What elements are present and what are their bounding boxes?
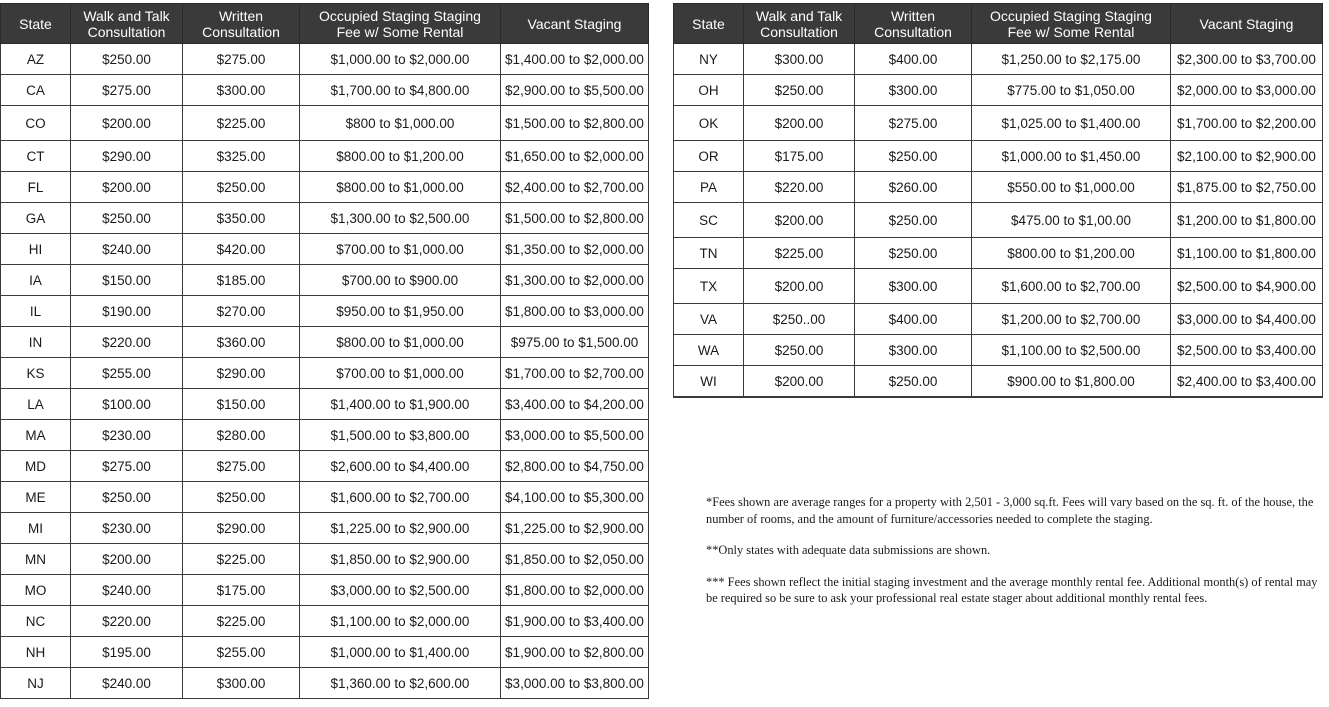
occupied-staging-cell: $1,225.00 to $2,900.00: [300, 513, 501, 544]
written-fee-cell: $400.00: [855, 304, 972, 335]
vacant-staging-cell: $1,300.00 to $2,000.00: [501, 265, 649, 296]
vacant-staging-cell: $1,900.00 to $2,800.00: [501, 637, 649, 668]
table-row: [674, 141, 1323, 172]
header-occupied: [972, 4, 1171, 44]
header-vacant: Vacant Staging: [501, 4, 649, 44]
written-fee-cell: $275.00: [855, 106, 972, 141]
vacant-staging-cell: $1,350.00 to $2,000.00: [501, 234, 649, 265]
written-fee-cell: $400.00: [855, 44, 972, 75]
state-cell: IN: [1, 327, 71, 358]
written-fee-cell: $290.00: [183, 358, 300, 389]
header-occupied-text: Occupied Staging Staging Fee w/ Some Rental: [319, 7, 481, 40]
header-vacant: Vacant Staging: [1171, 4, 1323, 44]
walk-talk-fee-cell: $175.00: [744, 141, 855, 172]
left-fee-table: [0, 3, 649, 699]
header-walk-talk-text: Walk and Talk Consultation: [755, 7, 843, 40]
walk-talk-fee-cell: $240.00: [71, 234, 183, 265]
table-row: [1, 234, 649, 265]
vacant-staging-cell: $1,100.00 to $1,800.00: [1171, 238, 1323, 269]
vacant-staging-cell: $1,700.00 to $2,200.00: [1171, 106, 1323, 141]
occupied-staging-cell: $1,360.00 to $2,600.00: [300, 668, 501, 699]
table-row: [674, 304, 1323, 335]
table-row: [674, 203, 1323, 238]
state-cell: MO: [1, 575, 71, 606]
table-row: [1, 106, 649, 141]
walk-talk-fee-cell: $275.00: [71, 451, 183, 482]
vacant-staging-cell: $4,100.00 to $5,300.00: [501, 482, 649, 513]
header-written-text: Written Consultation: [202, 7, 280, 40]
table-row: [674, 238, 1323, 269]
table-row: [1, 544, 649, 575]
occupied-staging-cell: $1,500.00 to $3,800.00: [300, 420, 501, 451]
occupied-staging-cell: $775.00 to $1,050.00: [972, 75, 1171, 106]
vacant-staging-cell: $1,875.00 to $2,750.00: [1171, 172, 1323, 203]
table-row: [1, 420, 649, 451]
table-row: [674, 335, 1323, 366]
vacant-staging-cell: $1,400.00 to $2,000.00: [501, 44, 649, 75]
state-cell: NC: [1, 606, 71, 637]
walk-talk-fee-cell: $275.00: [71, 75, 183, 106]
walk-talk-fee-cell: $250..00: [744, 304, 855, 335]
state-cell: OH: [674, 75, 744, 106]
vacant-staging-cell: $2,800.00 to $4,750.00: [501, 451, 649, 482]
header-row: [674, 4, 1323, 44]
written-fee-cell: $250.00: [855, 203, 972, 238]
state-cell: IA: [1, 265, 71, 296]
occupied-staging-cell: $1,700.00 to $4,800.00: [300, 75, 501, 106]
walk-talk-fee-cell: $240.00: [71, 668, 183, 699]
walk-talk-fee-cell: $290.00: [71, 141, 183, 172]
vacant-staging-cell: $1,200.00 to $1,800.00: [1171, 203, 1323, 238]
occupied-staging-cell: $800.00 to $1,200.00: [300, 141, 501, 172]
walk-talk-fee-cell: $225.00: [744, 238, 855, 269]
written-fee-cell: $150.00: [183, 389, 300, 420]
table-row: [1, 358, 649, 389]
written-fee-cell: $300.00: [855, 335, 972, 366]
table-row: [674, 44, 1323, 75]
occupied-staging-cell: $1,250.00 to $2,175.00: [972, 44, 1171, 75]
vacant-staging-cell: $1,500.00 to $2,800.00: [501, 106, 649, 141]
header-state: State: [1, 4, 71, 44]
written-fee-cell: $420.00: [183, 234, 300, 265]
written-fee-cell: $280.00: [183, 420, 300, 451]
state-cell: GA: [1, 203, 71, 234]
state-cell: KS: [1, 358, 71, 389]
table-row: [1, 44, 649, 75]
written-fee-cell: $250.00: [855, 366, 972, 398]
walk-talk-fee-cell: $255.00: [71, 358, 183, 389]
vacant-staging-cell: $3,400.00 to $4,200.00: [501, 389, 649, 420]
table-row: [1, 296, 649, 327]
written-fee-cell: $300.00: [183, 668, 300, 699]
table-row: [1, 75, 649, 106]
written-fee-cell: $175.00: [183, 575, 300, 606]
walk-talk-fee-cell: $200.00: [71, 544, 183, 575]
vacant-staging-cell: $1,850.00 to $2,050.00: [501, 544, 649, 575]
vacant-staging-cell: $1,800.00 to $3,000.00: [501, 296, 649, 327]
occupied-staging-cell: $1,400.00 to $1,900.00: [300, 389, 501, 420]
walk-talk-fee-cell: $300.00: [744, 44, 855, 75]
occupied-staging-cell: $1,200.00 to $2,700.00: [972, 304, 1171, 335]
walk-talk-fee-cell: $220.00: [71, 327, 183, 358]
vacant-staging-cell: $2,400.00 to $2,700.00: [501, 172, 649, 203]
occupied-staging-cell: $700.00 to $900.00: [300, 265, 501, 296]
vacant-staging-cell: $2,100.00 to $2,900.00: [1171, 141, 1323, 172]
table-row: [1, 172, 649, 203]
vacant-staging-cell: $1,900.00 to $3,400.00: [501, 606, 649, 637]
vacant-staging-cell: $2,500.00 to $4,900.00: [1171, 269, 1323, 304]
header-walk-talk: [71, 4, 183, 44]
walk-talk-fee-cell: $250.00: [744, 75, 855, 106]
walk-talk-fee-cell: $250.00: [744, 335, 855, 366]
state-cell: OR: [674, 141, 744, 172]
walk-talk-fee-cell: $195.00: [71, 637, 183, 668]
written-fee-cell: $275.00: [183, 44, 300, 75]
header-occupied-text: Occupied Staging Staging Fee w/ Some Rental: [990, 7, 1152, 40]
occupied-staging-cell: $475.00 to $1,00.00: [972, 203, 1171, 238]
state-cell: WI: [674, 366, 744, 398]
state-cell: MD: [1, 451, 71, 482]
vacant-staging-cell: $1,700.00 to $2,700.00: [501, 358, 649, 389]
footnote-average-ranges: *Fees shown are average ranges for a property with 2,501 - 3,000 sq.ft. Fees will vary based on the sq. ft. of the house, the number of rooms, and the amount of furniture/accessories needed to complete the staging.: [706, 495, 1314, 526]
occupied-staging-cell: $1,000.00 to $1,450.00: [972, 141, 1171, 172]
state-cell: TX: [674, 269, 744, 304]
vacant-staging-cell: $2,300.00 to $3,700.00: [1171, 44, 1323, 75]
header-walk-talk: [744, 4, 855, 44]
walk-talk-fee-cell: $220.00: [71, 606, 183, 637]
written-fee-cell: $225.00: [183, 606, 300, 637]
vacant-staging-cell: $3,000.00 to $5,500.00: [501, 420, 649, 451]
written-fee-cell: $255.00: [183, 637, 300, 668]
state-cell: MA: [1, 420, 71, 451]
table-row: [674, 269, 1323, 304]
table-row: [1, 513, 649, 544]
table-row: [674, 75, 1323, 106]
written-fee-cell: $300.00: [855, 269, 972, 304]
table-row: [674, 366, 1323, 398]
vacant-staging-cell: $2,000.00 to $3,000.00: [1171, 75, 1323, 106]
table-row: [1, 265, 649, 296]
occupied-staging-cell: $950.00 to $1,950.00: [300, 296, 501, 327]
written-fee-cell: $300.00: [183, 75, 300, 106]
table-row: [674, 172, 1323, 203]
state-cell: HI: [1, 234, 71, 265]
state-cell: NH: [1, 637, 71, 668]
occupied-staging-cell: $1,000.00 to $1,400.00: [300, 637, 501, 668]
occupied-staging-cell: $1,100.00 to $2,000.00: [300, 606, 501, 637]
footnotes: [706, 494, 1326, 622]
occupied-staging-cell: $800.00 to $1,000.00: [300, 172, 501, 203]
walk-talk-fee-cell: $100.00: [71, 389, 183, 420]
footnote-rental-fee: *** Fees shown reflect the initial staging investment and the average monthly rental fee. Additional month(s) of rental may be required so be sure to ask your professional real estate stager about additional monthly rental fees.: [706, 574, 1318, 605]
right-fee-table: [673, 3, 1323, 398]
written-fee-cell: $290.00: [183, 513, 300, 544]
walk-talk-fee-cell: $250.00: [71, 482, 183, 513]
occupied-staging-cell: $2,600.00 to $4,400.00: [300, 451, 501, 482]
walk-talk-fee-cell: $240.00: [71, 575, 183, 606]
state-cell: IL: [1, 296, 71, 327]
header-state: State: [674, 4, 744, 44]
written-fee-cell: $270.00: [183, 296, 300, 327]
occupied-staging-cell: $3,000.00 to $2,500.00: [300, 575, 501, 606]
vacant-staging-cell: $975.00 to $1,500.00: [501, 327, 649, 358]
table-row: [1, 668, 649, 699]
header-walk-talk-text: Walk and Talk Consultation: [83, 7, 170, 40]
occupied-staging-cell: $550.00 to $1,000.00: [972, 172, 1171, 203]
occupied-staging-cell: $700.00 to $1,000.00: [300, 358, 501, 389]
state-cell: FL: [1, 172, 71, 203]
table-row: [1, 606, 649, 637]
walk-talk-fee-cell: $200.00: [744, 366, 855, 398]
vacant-staging-cell: $3,000.00 to $4,400.00: [1171, 304, 1323, 335]
table-row: [1, 575, 649, 606]
state-cell: LA: [1, 389, 71, 420]
written-fee-cell: $185.00: [183, 265, 300, 296]
header-written-text: Written Consultation: [874, 7, 952, 40]
written-fee-cell: $250.00: [183, 482, 300, 513]
table-row: [1, 203, 649, 234]
state-cell: TN: [674, 238, 744, 269]
state-cell: NJ: [1, 668, 71, 699]
walk-talk-fee-cell: $200.00: [744, 269, 855, 304]
written-fee-cell: $225.00: [183, 106, 300, 141]
vacant-staging-cell: $2,400.00 to $3,400.00: [1171, 366, 1323, 398]
occupied-staging-cell: $1,100.00 to $2,500.00: [972, 335, 1171, 366]
state-cell: CO: [1, 106, 71, 141]
walk-talk-fee-cell: $190.00: [71, 296, 183, 327]
written-fee-cell: $260.00: [855, 172, 972, 203]
walk-talk-fee-cell: $200.00: [744, 203, 855, 238]
table-row: [1, 451, 649, 482]
state-cell: AZ: [1, 44, 71, 75]
state-cell: CT: [1, 141, 71, 172]
state-cell: CA: [1, 75, 71, 106]
occupied-staging-cell: $900.00 to $1,800.00: [972, 366, 1171, 398]
vacant-staging-cell: $1,500.00 to $2,800.00: [501, 203, 649, 234]
state-cell: VA: [674, 304, 744, 335]
written-fee-cell: $275.00: [183, 451, 300, 482]
walk-talk-fee-cell: $200.00: [71, 172, 183, 203]
walk-talk-fee-cell: $250.00: [71, 44, 183, 75]
walk-talk-fee-cell: $250.00: [71, 203, 183, 234]
written-fee-cell: $360.00: [183, 327, 300, 358]
state-cell: MN: [1, 544, 71, 575]
table-row: [1, 637, 649, 668]
table-row: [1, 141, 649, 172]
table-row: [674, 106, 1323, 141]
occupied-staging-cell: $800.00 to $1,200.00: [972, 238, 1171, 269]
written-fee-cell: $300.00: [855, 75, 972, 106]
occupied-staging-cell: $800.00 to $1,000.00: [300, 327, 501, 358]
table-row: [1, 389, 649, 420]
state-cell: MI: [1, 513, 71, 544]
vacant-staging-cell: $1,225.00 to $2,900.00: [501, 513, 649, 544]
written-fee-cell: $250.00: [183, 172, 300, 203]
written-fee-cell: $325.00: [183, 141, 300, 172]
written-fee-cell: $225.00: [183, 544, 300, 575]
state-cell: NY: [674, 44, 744, 75]
occupied-staging-cell: $1,000.00 to $2,000.00: [300, 44, 501, 75]
header-occupied: [300, 4, 501, 44]
vacant-staging-cell: $1,800.00 to $2,000.00: [501, 575, 649, 606]
occupied-staging-cell: $800 to $1,000.00: [300, 106, 501, 141]
occupied-staging-cell: $1,300.00 to $2,500.00: [300, 203, 501, 234]
footnote-data-submissions: **Only states with adequate data submissions are shown.: [706, 543, 991, 557]
table-row: [1, 327, 649, 358]
occupied-staging-cell: $1,025.00 to $1,400.00: [972, 106, 1171, 141]
written-fee-cell: $350.00: [183, 203, 300, 234]
walk-talk-fee-cell: $220.00: [744, 172, 855, 203]
state-cell: PA: [674, 172, 744, 203]
header-written: [855, 4, 972, 44]
written-fee-cell: $250.00: [855, 238, 972, 269]
state-cell: ME: [1, 482, 71, 513]
occupied-staging-cell: $1,600.00 to $2,700.00: [300, 482, 501, 513]
walk-talk-fee-cell: $200.00: [71, 106, 183, 141]
vacant-staging-cell: $1,650.00 to $2,000.00: [501, 141, 649, 172]
table-row: [1, 482, 649, 513]
walk-talk-fee-cell: $230.00: [71, 513, 183, 544]
occupied-staging-cell: $700.00 to $1,000.00: [300, 234, 501, 265]
walk-talk-fee-cell: $200.00: [744, 106, 855, 141]
header-written: [183, 4, 300, 44]
walk-talk-fee-cell: $150.00: [71, 265, 183, 296]
written-fee-cell: $250.00: [855, 141, 972, 172]
walk-talk-fee-cell: $230.00: [71, 420, 183, 451]
occupied-staging-cell: $1,600.00 to $2,700.00: [972, 269, 1171, 304]
state-cell: SC: [674, 203, 744, 238]
state-cell: OK: [674, 106, 744, 141]
occupied-staging-cell: $1,850.00 to $2,900.00: [300, 544, 501, 575]
header-row: [1, 4, 649, 44]
state-cell: WA: [674, 335, 744, 366]
vacant-staging-cell: $2,900.00 to $5,500.00: [501, 75, 649, 106]
vacant-staging-cell: $3,000.00 to $3,800.00: [501, 668, 649, 699]
vacant-staging-cell: $2,500.00 to $3,400.00: [1171, 335, 1323, 366]
